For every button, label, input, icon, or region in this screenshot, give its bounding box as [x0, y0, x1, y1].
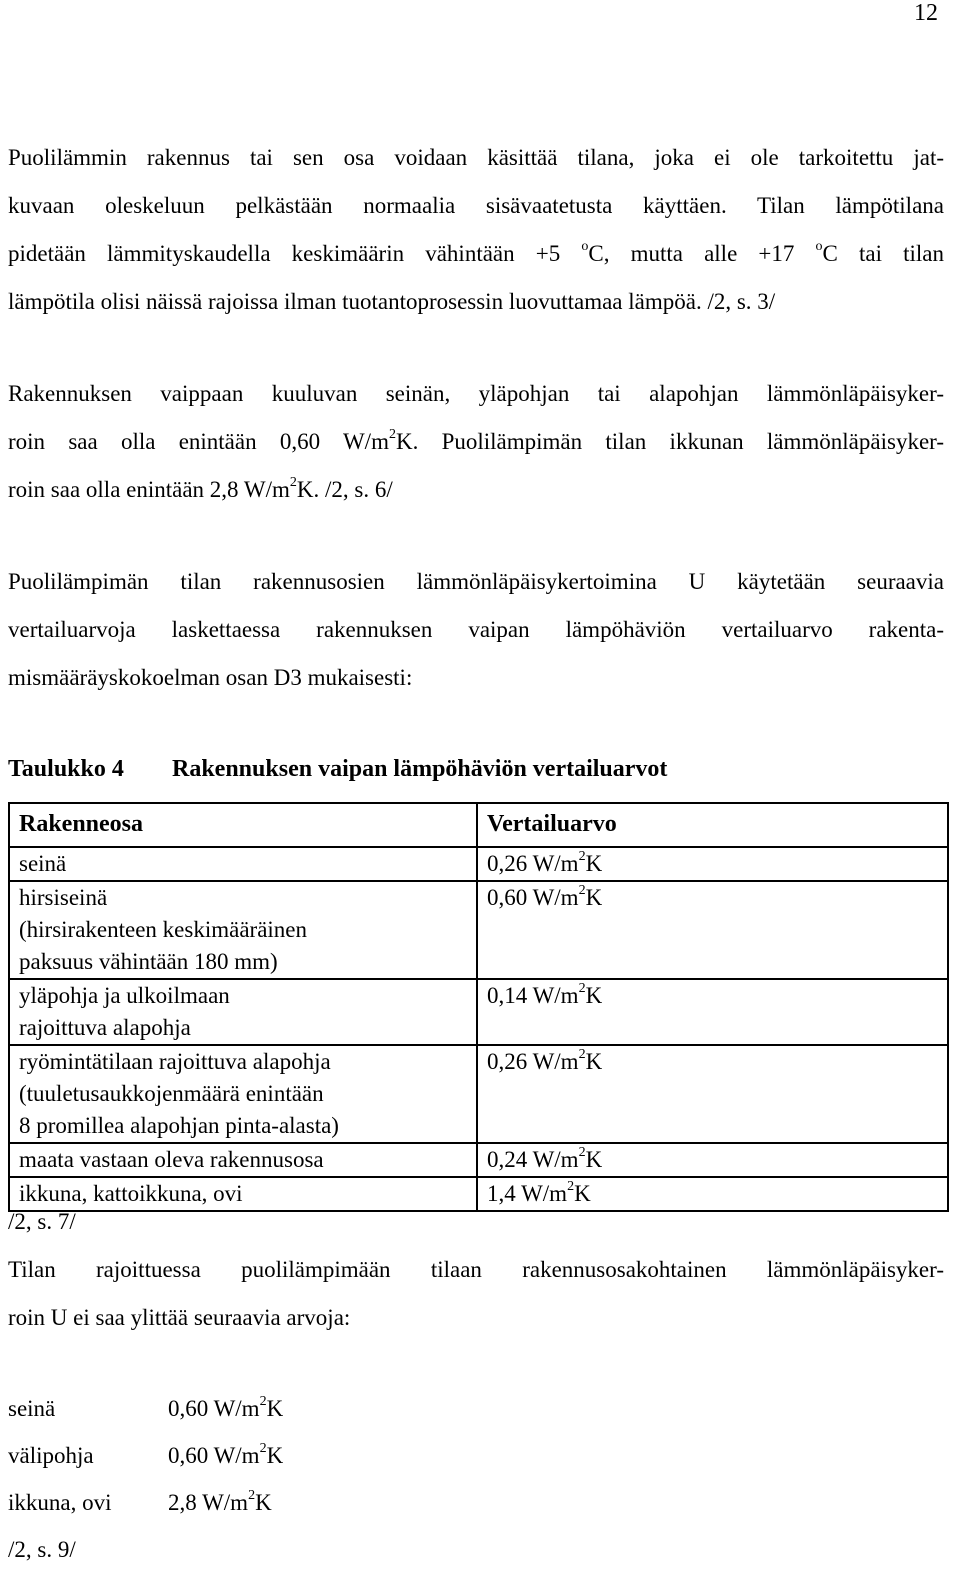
paragraph-1-line: Puolilämmin rakennus tai sen osa voidaan käsittää tilana, joka ei ole tarkoitettu jat-: [8, 145, 944, 170]
table-row: [9, 1177, 948, 1211]
paragraph-3: [8, 558, 944, 702]
table-cell-value: 0,24 $W/m^2K$: [477, 1143, 948, 1177]
paragraph-1-line: lämpötila olisi näissä rajoissa ilman tuotantoprosessin luovuttamaa lämpöä. /2, s. 3/: [8, 289, 776, 314]
list-item: [8, 1432, 283, 1479]
table-row: [9, 1045, 948, 1143]
limit-value: 2,8 $W/m^2K$: [168, 1488, 272, 1515]
table-cell-value: 0,60 $W/m^2K$: [477, 881, 948, 979]
limit-label: ikkuna, ovi: [8, 1490, 112, 1515]
paragraph-1-line: pidetään lämmityskaudella keskimäärin vähintään +5 $^o$C, mutta alle +17 $^o$C tai tilan: [8, 239, 944, 266]
table-cell-part: seinä: [9, 847, 477, 881]
table-cell-part: ryömintätilaan rajoittuva alapohja (tuuletusaukkojenmäärä enintään 8 promillea alapohjan pinta-alasta): [9, 1045, 477, 1143]
table-caption-number: Taulukko 4: [8, 756, 124, 782]
paragraph-3-line: mismääräyskokoelman osan D3 mukaisesti:: [8, 665, 413, 690]
table-cell-part: maata vastaan oleva rakennusosa: [9, 1143, 477, 1177]
table-row: [9, 847, 948, 881]
table-header-row: [9, 803, 948, 847]
paragraph-2-line: Rakennuksen vaippaan kuuluvan seinän, yläpohjan tai alapohjan lämmönläpäisyker-: [8, 381, 944, 406]
table-cell-part: hirsiseinä (hirsirakenteen keskimääräinen paksuus vähintään 180 mm): [9, 881, 477, 979]
paragraph-3-line: vertailuarvoja laskettaessa rakennuksen vaipan lämpöhäviön vertailuarvo rakenta-: [8, 617, 944, 642]
limit-value: 0,60 $W/m^2K$: [168, 1441, 284, 1468]
list-item: [8, 1385, 283, 1432]
degree-superscript: o: [815, 239, 823, 255]
limit-label: seinä: [8, 1396, 56, 1421]
paragraph-4-line: roin U ei saa ylittää seuraavia arvoja:: [8, 1305, 351, 1330]
paragraph-4-line: Tilan rajoittuessa puolilämpimään tilaan rakennusosakohtainen lämmönläpäisyker-: [8, 1257, 944, 1282]
table-cell-part: yläpohja ja ulkoilmaan rajoittuva alapohja: [9, 979, 477, 1045]
table-source-reference: /2, s. 7/: [8, 1209, 76, 1234]
page-number: 12: [914, 0, 938, 26]
list-item: [8, 1479, 283, 1526]
paragraph-3-line: Puolilämpimän tilan rakennusosien lämmönläpäisykertoimina U käytetään seuraavia: [8, 569, 944, 594]
header-rakenneosa: Rakenneosa: [9, 803, 477, 847]
limit-values-list: [8, 1385, 283, 1573]
header-vertailuarvo: Vertailuarvo: [477, 803, 948, 847]
table-row: [9, 979, 948, 1045]
table-cell-value: 1,4 $W/m^2K$: [477, 1177, 948, 1211]
table-row: [9, 1143, 948, 1177]
limit-value: 0,60 $W/m^2K$: [168, 1394, 284, 1421]
table-caption-title: Rakennuksen vaipan lämpöhäviön vertailuarvot: [172, 756, 668, 782]
paragraph-2-line: roin saa olla enintään 2,8 $W/m^2K$. /2, s. 6/: [8, 475, 393, 502]
table-caption: [8, 753, 667, 785]
paragraph-1-line: kuvaan oleskeluun pelkästään normaalia sisävaatetusta käyttäen. Tilan lämpötilana: [8, 193, 944, 218]
table-cell-value: 0,26 $W/m^2K$: [477, 1045, 948, 1143]
paragraph-4: [8, 1246, 944, 1342]
paragraph-1: [8, 134, 944, 326]
limit-label: välipohja: [8, 1443, 94, 1468]
table-cell-part: ikkuna, kattoikkuna, ovi: [9, 1177, 477, 1211]
degree-superscript: o: [581, 239, 589, 255]
paragraph-2: [8, 370, 944, 514]
limits-source-reference: /2, s. 9/: [8, 1537, 76, 1562]
table-cell-value: 0,26 $W/m^2K$: [477, 847, 948, 881]
paragraph-2-line: roin saa olla enintään 0,60 $W/m^2K$. Puolilämpimän tilan ikkunan lämmönläpäisyker-: [8, 427, 945, 454]
reference-values-table: [8, 802, 949, 1212]
table-cell-value: 0,14 $W/m^2K$: [477, 979, 948, 1045]
table-row: [9, 881, 948, 979]
